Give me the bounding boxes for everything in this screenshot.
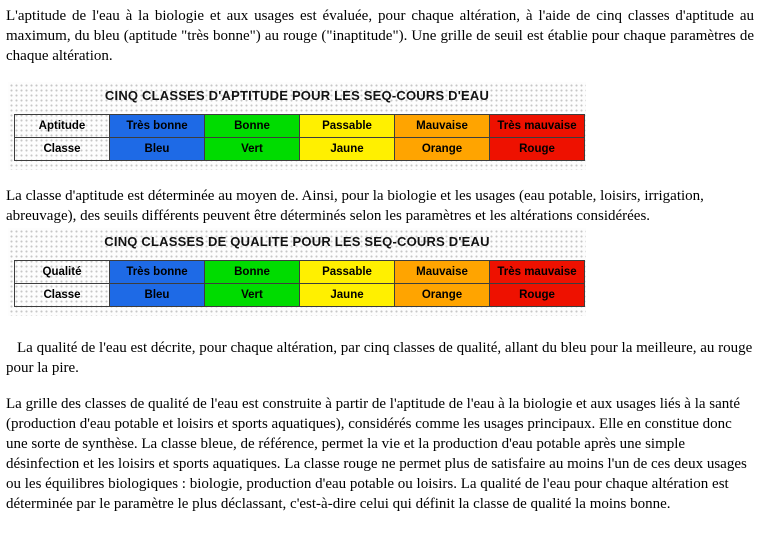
cell-bleu: Bleu <box>110 284 205 307</box>
cell-mauvaise: Mauvaise <box>395 261 490 284</box>
cell-vert: Vert <box>205 284 300 307</box>
cell-mauvaise: Mauvaise <box>395 115 490 138</box>
quality-figure <box>8 228 586 316</box>
aptitude-row-label: Aptitude <box>15 115 110 138</box>
cell-bleu: Bleu <box>110 138 205 161</box>
cell-rouge: Rouge <box>490 138 585 161</box>
classe-row <box>15 284 585 307</box>
quality-table <box>14 260 585 307</box>
cell-jaune: Jaune <box>300 284 395 307</box>
aptitude-row <box>15 115 585 138</box>
cell-rouge: Rouge <box>490 284 585 307</box>
classe-row-label: Classe <box>15 138 110 161</box>
cell-tres-mauvaise: Très mauvaise <box>490 115 585 138</box>
cell-orange: Orange <box>395 284 490 307</box>
qualite-row-label: Qualité <box>15 261 110 284</box>
aptitude-table <box>14 114 585 161</box>
aptitude-figure <box>8 82 586 170</box>
cell-jaune: Jaune <box>300 138 395 161</box>
aptitude-table-title: CINQ CLASSES D'APTITUDE POUR LES SEQ-COURS D'EAU <box>104 88 490 103</box>
quality-table-title: CINQ CLASSES DE QUALITE POUR LES SEQ-COURS D'EAU <box>104 234 490 249</box>
grid-explanation-paragraph: La grille des classes de qualité de l'eau est construite à partir de l'aptitude de l'eau à la biologie et aux usages liés à la santé (production d'eau potable et loisirs et sports aquatiques), considérés comme les usages principaux. Elle en constitue donc une sorte de synthèse. La classe bleue, de référence, permet la vie et la production d'eau potable après une simple désinfection et les loisirs et sports aquatiques. La classe rouge ne permet plus de satisfaire au moins l'un de ces deux usages ou les équilibres biologiques : biologie, production d'eau potable ou loisirs. La qualité de l'eau pour chaque altération est déterminée par le paramètre le plus déclassant, c'est-à-dire celui qui définit la classe de qualité la moins bonne. <box>6 396 747 512</box>
cell-tres-bonne: Très bonne <box>110 261 205 284</box>
cell-tres-bonne: Très bonne <box>110 115 205 138</box>
classe-row-label: Classe <box>15 284 110 307</box>
classe-row <box>15 138 585 161</box>
cell-bonne: Bonne <box>205 261 300 284</box>
cell-passable: Passable <box>300 261 395 284</box>
cell-bonne: Bonne <box>205 115 300 138</box>
aptitude-paragraph: La classe d'aptitude est déterminée au moyen de. Ainsi, pour la biologie et les usages (eau potable, loisirs, irrigation, abreuvage), des seuils différents peuvent être déterminés selon les paramètres et les altérations considérées. <box>6 188 704 224</box>
qualite-row <box>15 261 585 284</box>
quality-description-paragraph: La qualité de l'eau est décrite, pour chaque altération, par cinq classes de qualité, allant du bleu pour la meilleure, au rouge pour la pire. <box>6 340 753 376</box>
cell-passable: Passable <box>300 115 395 138</box>
cell-orange: Orange <box>395 138 490 161</box>
cell-vert: Vert <box>205 138 300 161</box>
cell-tres-mauvaise: Très mauvaise <box>490 261 585 284</box>
intro-paragraph: L'aptitude de l'eau à la biologie et aux usages est évaluée, pour chaque altération, à l'aide de cinq classes d'aptitude au maximum, du bleu (aptitude "très bonne") au rouge ("inaptitude"). Une grille de seuil est établie pour chaque paramètres de chaque altération. <box>6 8 754 64</box>
